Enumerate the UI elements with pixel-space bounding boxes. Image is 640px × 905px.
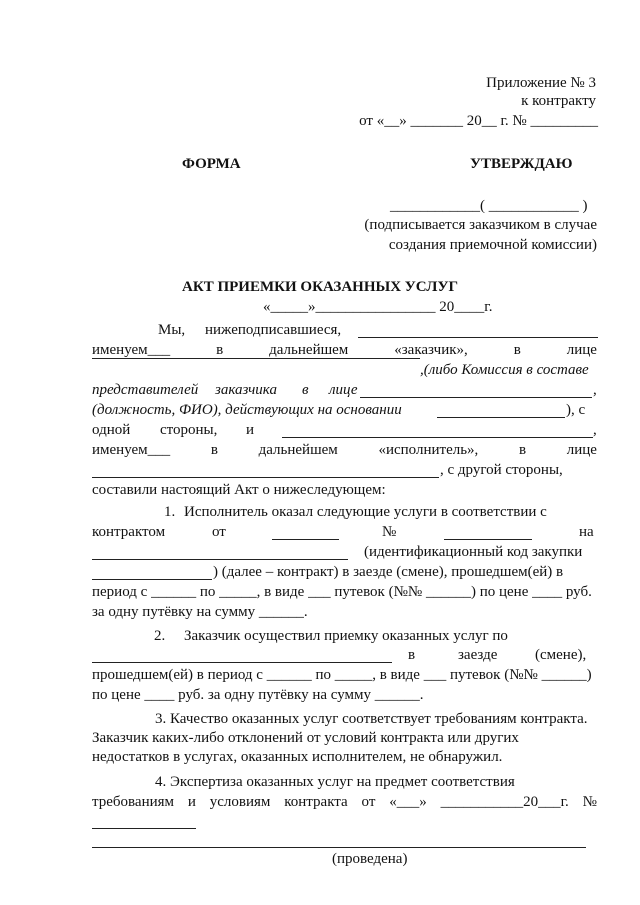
item3-line-2: Заказчик каких-либо отклонений от условий контракта или других (92, 730, 519, 746)
text: «исполнитель», (378, 442, 479, 458)
blank-line (92, 477, 439, 478)
intro-position: (должность, ФИО), действующих на основании (92, 402, 402, 418)
intro-close-with: ), с (566, 402, 586, 418)
text: Заказчик осуществил приемку оказанных услуг по (184, 628, 508, 644)
text: в (513, 342, 521, 358)
blank-line (437, 417, 565, 418)
intro-line-executor (92, 441, 597, 459)
blank-line (92, 559, 348, 560)
text: в (216, 342, 224, 358)
text: ___________20___г. (440, 794, 569, 810)
blank-line (92, 579, 212, 580)
blank-line (444, 539, 532, 540)
item1-line-1: Исполнитель оказал следующие услуги в соответствии с (184, 504, 547, 520)
signature-line: ____________( ____________ ) (390, 198, 588, 214)
item1-purchase-code: (идентификационный код закупки (364, 544, 583, 560)
text: от (361, 794, 376, 810)
form-label: ФОРМА (182, 156, 241, 172)
intro-side: стороны, (160, 422, 218, 438)
item2-period: прошедшем(ей) в период с ______ по _____, в виде ___ путевок (№№ ______) (92, 667, 592, 683)
item1-no: № (382, 524, 397, 540)
item2-arrival: заезде (458, 647, 498, 663)
text: в (518, 442, 527, 458)
blank-line (360, 397, 592, 398)
signature-note-2: создания приемочной комиссии) (388, 237, 597, 253)
approve-label: УТВЕРЖДАЮ (470, 156, 573, 172)
intro-person2: лице (329, 382, 358, 398)
blank-line (92, 358, 420, 359)
item1-per-voucher: за одну путёвку на сумму ______. (92, 604, 308, 620)
text: требованиям (92, 794, 175, 810)
intro-other-side: , с другой стороны, (440, 462, 563, 478)
text: № (582, 794, 597, 810)
intro-one: одной (92, 422, 131, 438)
item1-number: 1. (164, 504, 176, 520)
text: лице (566, 342, 597, 358)
intro-reps: представителей (92, 382, 199, 398)
item1-on: на (579, 524, 594, 540)
document-title: АКТ ПРИЕМКИ ОКАЗАННЫХ УСЛУГ (181, 279, 458, 295)
text: условиям (209, 794, 271, 810)
item1-period: период с ______ по _____, в виде ___ путевок (№№ ______) по цене ____ руб. (92, 584, 592, 600)
item1-contract: контрактом (92, 524, 166, 540)
item4-line-1: 4. Экспертиза оказанных услуг на предмет соответствия (155, 774, 515, 790)
text: в (210, 442, 218, 458)
intro-in3: в (302, 382, 309, 398)
item4-conducted: (проведена) (332, 851, 408, 867)
text: и (187, 794, 196, 810)
blank-line (358, 337, 598, 338)
intro-compiled: составили настоящий Акт о нижеследующем: (92, 482, 386, 498)
item1-hereinafter: ) (далее – контракт) в заезде (смене), прошедшем(ей) в (213, 564, 564, 580)
contract-date-line: от «__» _______ 20__ г. № _________ (359, 113, 598, 129)
text: контракта (284, 794, 348, 810)
act-date: «_____»________________ 20____г. (263, 299, 493, 315)
intro-comma-2: , (593, 422, 597, 438)
item1-from: от (212, 524, 226, 540)
text: дальнейшем (258, 442, 338, 458)
item3-line-1: 3. Качество оказанных услуг соответствует требованиям контракта. (155, 711, 588, 727)
intro-line-2 (92, 341, 597, 359)
blank-line (92, 847, 586, 848)
text: «заказчик», (394, 342, 468, 358)
item4-line-2 (92, 793, 597, 811)
blank-line (282, 437, 593, 438)
item2-in: в (408, 647, 416, 663)
item2-price: по цене ____ руб. за одну путёвку на сумму ______. (92, 687, 424, 703)
appendix-contract-ref: к контракту (521, 93, 596, 109)
intro-we: Мы, (158, 322, 186, 338)
intro-and: и (246, 422, 255, 438)
item2-number: 2. (154, 628, 166, 644)
item3-line-3: недостатков в услугах, оказанных исполнителем, не обнаружил. (92, 749, 503, 765)
intro-of-customer: заказчика (215, 382, 277, 398)
blank-line (272, 539, 339, 540)
text: дальнейшем (269, 342, 349, 358)
blank-line (92, 662, 392, 663)
text: лице (566, 442, 597, 458)
text: «___» (389, 794, 427, 810)
intro-comma: , (593, 382, 597, 398)
intro-signed: нижеподписавшиеся, (205, 322, 342, 338)
signature-note-1: (подписывается заказчиком в случае (364, 217, 597, 233)
item2-shift: (смене), (535, 647, 587, 663)
appendix-number: Приложение № 3 (486, 75, 596, 91)
blank-line (92, 828, 196, 829)
intro-or-commission: ,(либо Комиссия в составе (420, 362, 589, 378)
text: именуем___ (92, 442, 171, 458)
item2-line-1 (184, 627, 597, 645)
text: именуем___ (92, 342, 171, 358)
